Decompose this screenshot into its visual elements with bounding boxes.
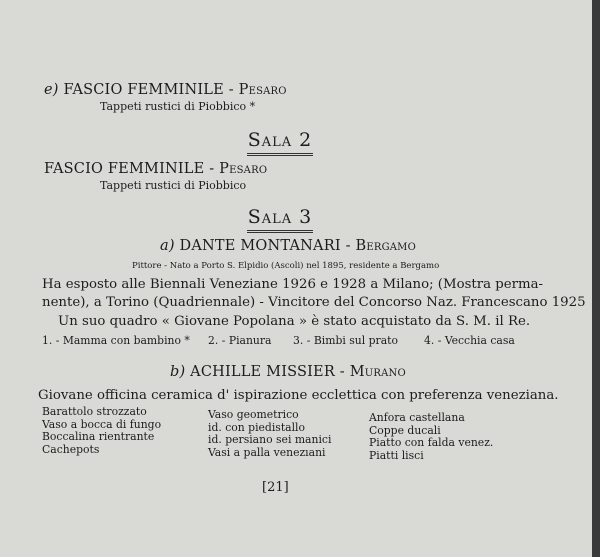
sala-2-place: Pesaro: [219, 161, 268, 177]
artist-a-text-line-2: nente), a Torino (Quadriennale) - Vincitore del Concorso Naz. Francescano 1925: [42, 295, 586, 310]
list-item: Piatti lisci: [369, 448, 424, 462]
list-item: Vasi a palla venezıani: [208, 445, 326, 459]
ceramics-column-2: [208, 409, 331, 459]
work-item: 4. - Vecchia casa: [424, 334, 515, 347]
sala-2-title: Sala 2: [247, 129, 313, 151]
work-item: 1. - Mamma con bambino *: [42, 334, 190, 347]
page-edge-shadow: [592, 0, 600, 557]
artist-a-name: DANTE MONTANARI: [179, 238, 341, 254]
list-item: Barattolo strozzato: [42, 405, 147, 418]
section-e-marker: e): [44, 82, 59, 98]
section-e-sep: -: [228, 82, 234, 98]
list-item: Anfora castellana: [369, 411, 465, 424]
artist-a-place: Bergamo: [355, 238, 417, 254]
list-item: Cachepots: [42, 442, 100, 456]
section-e-heading: [44, 82, 287, 98]
work-item: 2. - Pianura: [208, 334, 272, 347]
list-item: Coppe ducali: [369, 423, 441, 437]
artist-a-text-line-3: Un suo quadro « Giovane Popolana » è stato acquistato da S. M. il Re.: [58, 314, 531, 329]
sala-3-title: Sala 3: [247, 206, 313, 228]
sala-2-underline: [247, 153, 313, 156]
page-number: [21]: [262, 480, 289, 495]
artist-b-name: ACHILLE MISSIER: [190, 364, 335, 380]
artist-a-text-line-1: Ha esposto alle Biennali Veneziane 1926 e 1928 a Milano; (Mostra perma-: [42, 277, 544, 292]
list-item: id. con piedistallo: [208, 420, 306, 434]
artist-a-heading: [160, 238, 416, 254]
work-item: 3. - Bimbi sul prato: [293, 334, 398, 347]
list-item: Vaso geometrico: [208, 408, 299, 421]
artist-b-text: Giovane officina ceramica d' ispirazione ecclettica con preferenza veneziana.: [38, 388, 559, 403]
artist-b-marker: b): [170, 364, 186, 380]
section-e-name: FASCIO FEMMINILE: [63, 82, 224, 98]
ceramics-column-1: [42, 406, 161, 456]
list-item: id. persiano sei manici: [208, 433, 332, 446]
section-e-place: Pesaro: [238, 82, 287, 98]
sala-3-underline: [247, 230, 313, 233]
sala-2-name: FASCIO FEMMINILE: [44, 161, 205, 177]
sala-2-heading: [44, 161, 267, 177]
list-item: Boccalina rientrante: [42, 430, 155, 443]
sala-2-subtitle: Tappeti rustici di Piobbico: [100, 179, 247, 192]
artist-a-sep: -: [345, 238, 351, 254]
ceramics-column-3: [369, 412, 493, 462]
list-item: Vaso a bocca di fungo: [42, 417, 162, 431]
artist-b-sep: -: [339, 364, 345, 380]
section-e-subtitle: Tappeti rustici di Piobbico *: [100, 100, 256, 113]
artist-b-place: Murano: [349, 364, 406, 380]
sala-2-sep: -: [209, 161, 215, 177]
list-item: Piatto con falda venez.: [369, 436, 494, 449]
artist-b-heading: [170, 364, 406, 380]
artist-a-marker: a): [160, 238, 175, 254]
artist-a-bio: Pittore - Nato a Porto S. Elpidio (Ascoli) nel 1895, residente a Bergamo: [132, 261, 440, 271]
